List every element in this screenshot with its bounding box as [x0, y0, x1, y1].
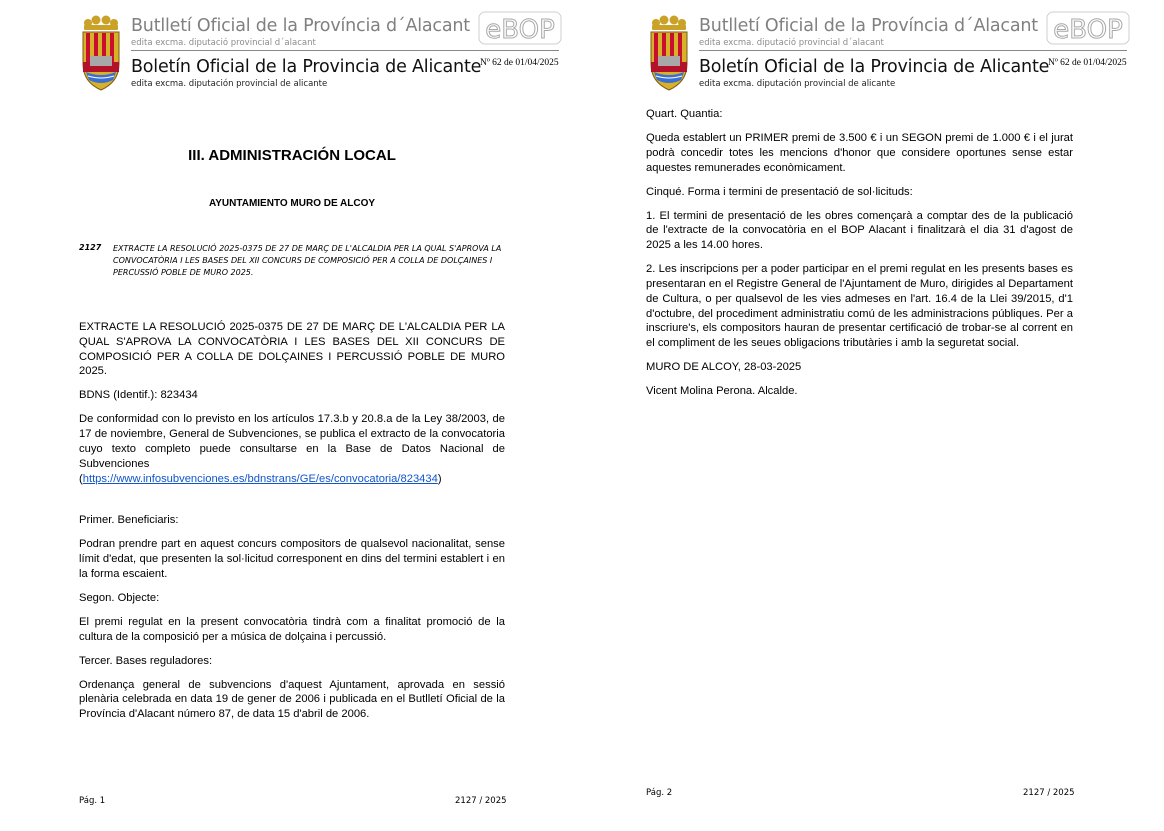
castilian-subtitle: edita excma. diputación provincial de alicante: [131, 79, 328, 89]
valencian-subtitle: edita excma. diputació provincial d´alacant: [699, 38, 884, 48]
link-open-paren: (: [79, 472, 83, 485]
cinque-item-2: 2. Les inscripcions per a poder participar en el premi regulat en les presents bases es presentaran en el Registre General de l'Ajuntament de Muro, dirigides al Departament de Cultura, o per qualsevol de les vies admeses en l'art. 16.4 de la Llei 39/2015, d'1 d'octubre, del procediment administratiu comú de les administracions públiques. Per a inscriure's, els compositors hauran de presentar certificació de trobar-se al corrent en el compliment de les seues obligacions tributàries i amb la seguretat social.: [646, 263, 1073, 350]
document-page-2: [582, 0, 1164, 831]
announcement-summary: EXTRACTE LA RESOLUCIÓ 2025-0375 DE 27 DE MARÇ DE L'ALCALDIA PER LA QUAL S'APROVA LA CONVOCATÒRIA I LES BASES DEL XII CONCURS DE COMPOSICIÓ PER A COLLA DE DOLÇAINES I PERCUSSIÓ POBLE DE MURO 2025.: [113, 244, 502, 277]
cinque-title: Cinqué. Forma i termini de presentació de sol·licituds:: [646, 185, 913, 198]
section-title: III. ADMINISTRACIÓN LOCAL: [188, 147, 396, 164]
castilian-subtitle: edita excma. diputación provincial de alicante: [699, 79, 896, 89]
tercer-text: Ordenança general de subvencions d'aquest Ajuntament, aprovada en sessió plenària celebrada en data 19 de gener de 2006 i publicada en el Butlletí Oficial de la Província d'Alacant número 87, de data 15 d'abril de 2006.: [79, 678, 505, 721]
primer-text: Podran prendre part en aquest concurs compositors de qualsevol nacionalitat, sense límit d'edat, que presenten la sol·licitud corresponent en dins del termini establert i en la forma escaient.: [79, 538, 505, 580]
link-close-paren: ): [437, 472, 442, 485]
tercer-title: Tercer. Bases reguladores:: [79, 654, 213, 667]
bdns-identifier: BDNS (Identif.): 823434: [79, 389, 198, 402]
page-number: Pág. 1: [79, 796, 106, 806]
page-1-body: [79, 320, 505, 731]
segon-title: Segon. Objecte:: [79, 591, 160, 604]
extract-heading: EXTRACTE LA RESOLUCIÓ 2025-0375 DE 27 DE MARÇ DE L'ALCALDIA PER LA QUAL S'APROVA LA CONVOCATÒRIA I LES BASES DEL XII CONCURS DE COMPOSICIÓ PER A COLLA DE DOLÇAINES I PERCUSSIÓ POBLE DE MURO 2025.: [79, 321, 505, 378]
coat-of-arms-icon: [80, 14, 122, 92]
signature: Vicent Molina Perona. Alcalde.: [646, 385, 798, 398]
page-number: Pág. 2: [646, 788, 673, 798]
quart-title: Quart. Quantia:: [646, 108, 723, 120]
castilian-title: Boletín Oficial de la Provincia de Alicante: [699, 57, 1050, 77]
place-date: MURO DE ALCOY, 28-03-2025: [646, 361, 802, 374]
valencian-title: Butlletí Oficial de la Província d´Alacant: [131, 16, 470, 36]
bdns-link[interactable]: https://www.infosubvenciones.es/bdnstrans/GE/es/convocatoria/823434: [82, 472, 438, 485]
page-2-body: [646, 107, 1073, 408]
intro-text: De conformidad con lo previsto en los artículos 17.3.b y 20.8.a de la Ley 38/2003, de 17 de noviembre, General de Subvenciones, se publica el extracto de la convocatoria cuyo texto completo puede consultarse en la Base de Datos Nacional de Subvenciones: [79, 413, 505, 470]
issue-number: Nº 62 de 01/04/2025: [1048, 58, 1127, 68]
page-header: [80, 14, 560, 94]
coat-of-arms-icon: [648, 14, 690, 92]
organization-name: AYUNTAMIENTO MURO DE ALCOY: [208, 198, 376, 209]
primer-title: Primer. Beneficiaris:: [79, 514, 179, 527]
segon-text: El premi regulat en la present convocatòria tindrà com a finalitat promoció de la cultura de la composició per a música de dolçaina i percussió.: [79, 615, 505, 643]
ebop-logo-icon: [478, 11, 562, 45]
castilian-title: Boletín Oficial de la Provincia de Alicante: [131, 57, 482, 77]
intro-paragraph: [79, 412, 505, 486]
valencian-title: Butlletí Oficial de la Província d´Alacant: [699, 16, 1038, 36]
header-divider: [131, 50, 559, 51]
issue-number: Nº 62 de 01/04/2025: [480, 58, 559, 68]
document-reference: 2127 / 2025: [1023, 788, 1075, 798]
cinque-item-1: 1. El termini de presentació de les obres començarà a comptar des de la publicació de l'extracte de la convocatòria en el BOP Alacant i finalitzarà el dia 31 d'agost de 2025 a les 14.00 hores.: [646, 209, 1073, 252]
header-divider: [699, 50, 1127, 51]
announcement-number: 2127: [79, 243, 102, 252]
valencian-subtitle: edita excma. diputació provincial d´alacant: [131, 38, 316, 48]
quart-text: Queda establert un PRIMER premi de 3.500 € i un SEGON premi de 1.000 € i el jurat podrà concedir totes les mencions d'honor que considere oportunes sense estar aquestes remunerades econòmicament.: [646, 131, 1073, 174]
document-reference: 2127 / 2025: [455, 796, 507, 806]
ebop-logo-text: eBOP: [485, 15, 555, 45]
page-header: [648, 14, 1128, 94]
ebop-logo-icon: [1046, 11, 1130, 45]
ebop-logo-text: eBOP: [1053, 15, 1123, 45]
